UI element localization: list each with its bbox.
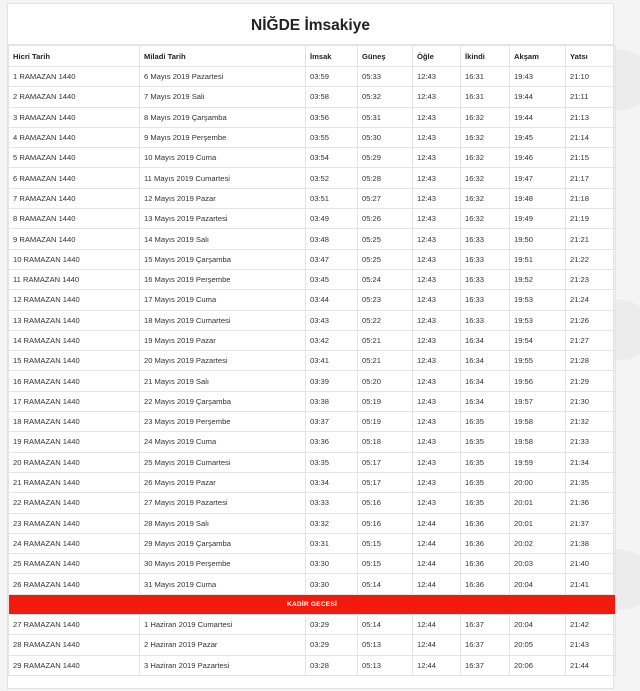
table-row (9, 67, 616, 87)
cell-hicri: 19 RAMAZAN 1440 (9, 432, 140, 452)
column-header-hicri: Hicri Tarih (9, 46, 140, 67)
cell-hicri: 27 RAMAZAN 1440 (9, 615, 140, 635)
kadir-gecesi-row (9, 594, 616, 614)
cell-aksam: 19:47 (510, 168, 566, 188)
cell-ogle: 12:43 (413, 269, 461, 289)
cell-hicri: 21 RAMAZAN 1440 (9, 472, 140, 492)
cell-hicri: 22 RAMAZAN 1440 (9, 493, 140, 513)
cell-ikindi: 16:32 (461, 148, 510, 168)
cell-miladi: 10 Mayıs 2019 Cuma (140, 148, 306, 168)
cell-miladi: 8 Mayıs 2019 Çarşamba (140, 107, 306, 127)
table-header-row (9, 46, 616, 67)
cell-aksam: 20:00 (510, 472, 566, 492)
cell-ogle: 12:43 (413, 87, 461, 107)
cell-ikindi: 16:33 (461, 269, 510, 289)
cell-aksam: 19:54 (510, 330, 566, 350)
cell-hicri: 15 RAMAZAN 1440 (9, 351, 140, 371)
cell-miladi: 21 Mayıs 2019 Salı (140, 371, 306, 391)
cell-gunes: 05:26 (358, 209, 413, 229)
cell-miladi: 1 Haziran 2019 Cumartesi (140, 615, 306, 635)
table-row (9, 574, 616, 594)
cell-ikindi: 16:36 (461, 574, 510, 594)
cell-yatsi: 21:28 (566, 351, 616, 371)
cell-imsak: 03:35 (306, 452, 358, 472)
imsakiye-card (7, 3, 614, 689)
cell-aksam: 19:53 (510, 310, 566, 330)
table-row (9, 432, 616, 452)
table-row (9, 351, 616, 371)
cell-aksam: 20:04 (510, 615, 566, 635)
cell-gunes: 05:15 (358, 533, 413, 553)
cell-ikindi: 16:36 (461, 533, 510, 553)
column-header-yatsi: Yatsı (566, 46, 616, 67)
column-header-aksam: Akşam (510, 46, 566, 67)
cell-miladi: 24 Mayıs 2019 Cuma (140, 432, 306, 452)
cell-ogle: 12:44 (413, 574, 461, 594)
cell-yatsi: 21:30 (566, 391, 616, 411)
cell-aksam: 19:58 (510, 432, 566, 452)
cell-ogle: 12:43 (413, 127, 461, 147)
cell-hicri: 10 RAMAZAN 1440 (9, 249, 140, 269)
cell-imsak: 03:30 (306, 574, 358, 594)
cell-hicri: 11 RAMAZAN 1440 (9, 269, 140, 289)
cell-yatsi: 21:15 (566, 148, 616, 168)
cell-gunes: 05:17 (358, 472, 413, 492)
cell-gunes: 05:18 (358, 432, 413, 452)
cell-ikindi: 16:36 (461, 554, 510, 574)
cell-aksam: 19:51 (510, 249, 566, 269)
table-row (9, 209, 616, 229)
cell-ikindi: 16:36 (461, 513, 510, 533)
cell-miladi: 15 Mayıs 2019 Çarşamba (140, 249, 306, 269)
table-row (9, 493, 616, 513)
cell-hicri: 28 RAMAZAN 1440 (9, 635, 140, 655)
table-row (9, 655, 616, 675)
table-row (9, 249, 616, 269)
cell-gunes: 05:21 (358, 351, 413, 371)
cell-hicri: 13 RAMAZAN 1440 (9, 310, 140, 330)
table-row (9, 168, 616, 188)
cell-ikindi: 16:35 (461, 452, 510, 472)
cell-miladi: 11 Mayıs 2019 Cumartesi (140, 168, 306, 188)
cell-imsak: 03:43 (306, 310, 358, 330)
cell-imsak: 03:49 (306, 209, 358, 229)
table-row (9, 330, 616, 350)
cell-gunes: 05:28 (358, 168, 413, 188)
cell-hicri: 25 RAMAZAN 1440 (9, 554, 140, 574)
cell-hicri: 4 RAMAZAN 1440 (9, 127, 140, 147)
cell-ogle: 12:43 (413, 229, 461, 249)
cell-imsak: 03:41 (306, 351, 358, 371)
cell-aksam: 19:48 (510, 188, 566, 208)
cell-gunes: 05:33 (358, 67, 413, 87)
cell-ikindi: 16:32 (461, 188, 510, 208)
cell-hicri: 12 RAMAZAN 1440 (9, 290, 140, 310)
table-row (9, 229, 616, 249)
cell-ogle: 12:43 (413, 391, 461, 411)
cell-gunes: 05:14 (358, 615, 413, 635)
cell-yatsi: 21:29 (566, 371, 616, 391)
cell-imsak: 03:28 (306, 655, 358, 675)
cell-imsak: 03:32 (306, 513, 358, 533)
cell-gunes: 05:25 (358, 229, 413, 249)
cell-miladi: 14 Mayıs 2019 Salı (140, 229, 306, 249)
cell-gunes: 05:25 (358, 249, 413, 269)
column-header-miladi: Miladi Tarih (140, 46, 306, 67)
cell-gunes: 05:21 (358, 330, 413, 350)
cell-imsak: 03:29 (306, 635, 358, 655)
cell-ogle: 12:44 (413, 554, 461, 574)
cell-hicri: 5 RAMAZAN 1440 (9, 148, 140, 168)
cell-imsak: 03:59 (306, 67, 358, 87)
cell-ikindi: 16:31 (461, 67, 510, 87)
cell-miladi: 16 Mayıs 2019 Perşembe (140, 269, 306, 289)
cell-miladi: 12 Mayıs 2019 Pazar (140, 188, 306, 208)
cell-ogle: 12:43 (413, 330, 461, 350)
cell-ikindi: 16:37 (461, 615, 510, 635)
cell-hicri: 6 RAMAZAN 1440 (9, 168, 140, 188)
cell-yatsi: 21:40 (566, 554, 616, 574)
cell-yatsi: 21:36 (566, 493, 616, 513)
imsakiye-table (8, 45, 616, 676)
cell-gunes: 05:14 (358, 574, 413, 594)
cell-aksam: 20:02 (510, 533, 566, 553)
cell-ikindi: 16:33 (461, 249, 510, 269)
cell-miladi: 20 Mayıs 2019 Pazartesi (140, 351, 306, 371)
cell-hicri: 29 RAMAZAN 1440 (9, 655, 140, 675)
cell-yatsi: 21:37 (566, 513, 616, 533)
cell-imsak: 03:29 (306, 615, 358, 635)
cell-gunes: 05:32 (358, 87, 413, 107)
cell-aksam: 20:03 (510, 554, 566, 574)
cell-imsak: 03:34 (306, 472, 358, 492)
cell-gunes: 05:27 (358, 188, 413, 208)
cell-aksam: 19:46 (510, 148, 566, 168)
cell-gunes: 05:16 (358, 493, 413, 513)
cell-ogle: 12:44 (413, 655, 461, 675)
cell-ikindi: 16:32 (461, 107, 510, 127)
cell-yatsi: 21:33 (566, 432, 616, 452)
cell-miladi: 7 Mayıs 2019 Salı (140, 87, 306, 107)
cell-gunes: 05:24 (358, 269, 413, 289)
cell-yatsi: 21:11 (566, 87, 616, 107)
cell-aksam: 19:55 (510, 351, 566, 371)
cell-ikindi: 16:35 (461, 432, 510, 452)
cell-yatsi: 21:26 (566, 310, 616, 330)
table-row (9, 452, 616, 472)
cell-miladi: 23 Mayıs 2019 Perşembe (140, 412, 306, 432)
cell-ogle: 12:44 (413, 513, 461, 533)
table-row (9, 635, 616, 655)
cell-yatsi: 21:24 (566, 290, 616, 310)
cell-gunes: 05:22 (358, 310, 413, 330)
cell-imsak: 03:44 (306, 290, 358, 310)
cell-imsak: 03:30 (306, 554, 358, 574)
cell-aksam: 20:01 (510, 513, 566, 533)
cell-ogle: 12:44 (413, 635, 461, 655)
table-row (9, 87, 616, 107)
cell-ikindi: 16:31 (461, 87, 510, 107)
cell-yatsi: 21:35 (566, 472, 616, 492)
cell-gunes: 05:13 (358, 635, 413, 655)
cell-gunes: 05:31 (358, 107, 413, 127)
cell-ogle: 12:43 (413, 188, 461, 208)
cell-hicri: 26 RAMAZAN 1440 (9, 574, 140, 594)
cell-miladi: 6 Mayıs 2019 Pazartesi (140, 67, 306, 87)
cell-hicri: 2 RAMAZAN 1440 (9, 87, 140, 107)
cell-ikindi: 16:35 (461, 472, 510, 492)
cell-imsak: 03:55 (306, 127, 358, 147)
cell-miladi: 25 Mayıs 2019 Cumartesi (140, 452, 306, 472)
cell-hicri: 23 RAMAZAN 1440 (9, 513, 140, 533)
cell-aksam: 20:05 (510, 635, 566, 655)
cell-aksam: 20:06 (510, 655, 566, 675)
table-row (9, 412, 616, 432)
cell-ikindi: 16:34 (461, 391, 510, 411)
cell-imsak: 03:51 (306, 188, 358, 208)
cell-ogle: 12:43 (413, 148, 461, 168)
cell-imsak: 03:39 (306, 371, 358, 391)
cell-yatsi: 21:41 (566, 574, 616, 594)
cell-ikindi: 16:35 (461, 412, 510, 432)
cell-aksam: 19:44 (510, 87, 566, 107)
cell-aksam: 19:52 (510, 269, 566, 289)
cell-yatsi: 21:18 (566, 188, 616, 208)
cell-imsak: 03:38 (306, 391, 358, 411)
cell-yatsi: 21:23 (566, 269, 616, 289)
cell-imsak: 03:37 (306, 412, 358, 432)
cell-ikindi: 16:35 (461, 493, 510, 513)
table-row (9, 554, 616, 574)
cell-ogle: 12:43 (413, 412, 461, 432)
cell-ikindi: 16:32 (461, 209, 510, 229)
table-row (9, 269, 616, 289)
cell-miladi: 17 Mayıs 2019 Cuma (140, 290, 306, 310)
cell-hicri: 7 RAMAZAN 1440 (9, 188, 140, 208)
cell-imsak: 03:33 (306, 493, 358, 513)
cell-aksam: 19:49 (510, 209, 566, 229)
cell-ogle: 12:43 (413, 371, 461, 391)
cell-ogle: 12:43 (413, 351, 461, 371)
cell-hicri: 14 RAMAZAN 1440 (9, 330, 140, 350)
table-row (9, 472, 616, 492)
cell-ikindi: 16:34 (461, 330, 510, 350)
cell-imsak: 03:31 (306, 533, 358, 553)
table-row (9, 127, 616, 147)
cell-gunes: 05:19 (358, 412, 413, 432)
cell-hicri: 9 RAMAZAN 1440 (9, 229, 140, 249)
table-row (9, 513, 616, 533)
cell-imsak: 03:52 (306, 168, 358, 188)
cell-yatsi: 21:42 (566, 615, 616, 635)
cell-yatsi: 21:14 (566, 127, 616, 147)
column-header-gunes: Güneş (358, 46, 413, 67)
cell-miladi: 2 Haziran 2019 Pazar (140, 635, 306, 655)
cell-ikindi: 16:33 (461, 310, 510, 330)
cell-ogle: 12:44 (413, 615, 461, 635)
table-row (9, 188, 616, 208)
cell-ogle: 12:44 (413, 533, 461, 553)
cell-ogle: 12:43 (413, 432, 461, 452)
cell-ikindi: 16:32 (461, 127, 510, 147)
cell-yatsi: 21:27 (566, 330, 616, 350)
cell-ikindi: 16:33 (461, 290, 510, 310)
cell-imsak: 03:56 (306, 107, 358, 127)
cell-aksam: 19:58 (510, 412, 566, 432)
cell-yatsi: 21:21 (566, 229, 616, 249)
cell-hicri: 18 RAMAZAN 1440 (9, 412, 140, 432)
cell-ogle: 12:43 (413, 310, 461, 330)
cell-ikindi: 16:33 (461, 229, 510, 249)
cell-miladi: 9 Mayıs 2019 Perşembe (140, 127, 306, 147)
cell-imsak: 03:45 (306, 269, 358, 289)
table-body (9, 67, 616, 676)
cell-miladi: 13 Mayıs 2019 Pazartesi (140, 209, 306, 229)
cell-yatsi: 21:19 (566, 209, 616, 229)
cell-yatsi: 21:34 (566, 452, 616, 472)
cell-ikindi: 16:32 (461, 168, 510, 188)
cell-hicri: 20 RAMAZAN 1440 (9, 452, 140, 472)
column-header-ogle: Öğle (413, 46, 461, 67)
cell-aksam: 19:53 (510, 290, 566, 310)
cell-imsak: 03:48 (306, 229, 358, 249)
cell-aksam: 20:04 (510, 574, 566, 594)
cell-hicri: 16 RAMAZAN 1440 (9, 371, 140, 391)
cell-ogle: 12:43 (413, 168, 461, 188)
cell-ogle: 12:43 (413, 452, 461, 472)
cell-hicri: 24 RAMAZAN 1440 (9, 533, 140, 553)
cell-hicri: 1 RAMAZAN 1440 (9, 67, 140, 87)
cell-gunes: 05:13 (358, 655, 413, 675)
cell-miladi: 26 Mayıs 2019 Pazar (140, 472, 306, 492)
cell-miladi: 27 Mayıs 2019 Pazartesi (140, 493, 306, 513)
cell-ikindi: 16:37 (461, 655, 510, 675)
cell-aksam: 19:44 (510, 107, 566, 127)
cell-ogle: 12:43 (413, 472, 461, 492)
cell-yatsi: 21:43 (566, 635, 616, 655)
page-title: NİĞDE İmsakiye (8, 4, 613, 45)
cell-aksam: 19:56 (510, 371, 566, 391)
cell-yatsi: 21:17 (566, 168, 616, 188)
table-row (9, 371, 616, 391)
cell-miladi: 18 Mayıs 2019 Cumartesi (140, 310, 306, 330)
cell-gunes: 05:16 (358, 513, 413, 533)
cell-gunes: 05:20 (358, 371, 413, 391)
cell-imsak: 03:42 (306, 330, 358, 350)
cell-ogle: 12:43 (413, 67, 461, 87)
cell-miladi: 22 Mayıs 2019 Çarşamba (140, 391, 306, 411)
cell-yatsi: 21:22 (566, 249, 616, 269)
cell-ogle: 12:43 (413, 493, 461, 513)
cell-ikindi: 16:34 (461, 371, 510, 391)
table-row (9, 310, 616, 330)
kadir-gecesi-label: KADİR GECESİ (9, 594, 616, 614)
cell-yatsi: 21:38 (566, 533, 616, 553)
cell-gunes: 05:23 (358, 290, 413, 310)
cell-gunes: 05:19 (358, 391, 413, 411)
cell-yatsi: 21:13 (566, 107, 616, 127)
cell-ogle: 12:43 (413, 209, 461, 229)
table-row (9, 615, 616, 635)
cell-gunes: 05:15 (358, 554, 413, 574)
cell-imsak: 03:54 (306, 148, 358, 168)
cell-aksam: 19:45 (510, 127, 566, 147)
cell-ikindi: 16:34 (461, 351, 510, 371)
cell-hicri: 3 RAMAZAN 1440 (9, 107, 140, 127)
table-row (9, 533, 616, 553)
cell-aksam: 19:50 (510, 229, 566, 249)
cell-imsak: 03:36 (306, 432, 358, 452)
cell-ikindi: 16:37 (461, 635, 510, 655)
table-row (9, 391, 616, 411)
cell-gunes: 05:29 (358, 148, 413, 168)
cell-miladi: 29 Mayıs 2019 Çarşamba (140, 533, 306, 553)
cell-hicri: 17 RAMAZAN 1440 (9, 391, 140, 411)
cell-ogle: 12:43 (413, 107, 461, 127)
cell-gunes: 05:30 (358, 127, 413, 147)
cell-aksam: 19:43 (510, 67, 566, 87)
cell-aksam: 20:01 (510, 493, 566, 513)
cell-miladi: 19 Mayıs 2019 Pazar (140, 330, 306, 350)
cell-ogle: 12:43 (413, 249, 461, 269)
cell-yatsi: 21:10 (566, 67, 616, 87)
cell-miladi: 31 Mayıs 2019 Cuma (140, 574, 306, 594)
column-header-imsak: İmsak (306, 46, 358, 67)
cell-yatsi: 21:44 (566, 655, 616, 675)
cell-imsak: 03:47 (306, 249, 358, 269)
table-row (9, 107, 616, 127)
cell-imsak: 03:58 (306, 87, 358, 107)
table-row (9, 290, 616, 310)
cell-ogle: 12:43 (413, 290, 461, 310)
cell-gunes: 05:17 (358, 452, 413, 472)
cell-aksam: 19:57 (510, 391, 566, 411)
cell-yatsi: 21:32 (566, 412, 616, 432)
table-row (9, 148, 616, 168)
cell-miladi: 30 Mayıs 2019 Perşembe (140, 554, 306, 574)
column-header-ikindi: İkindi (461, 46, 510, 67)
cell-miladi: 28 Mayıs 2019 Salı (140, 513, 306, 533)
cell-miladi: 3 Haziran 2019 Pazartesi (140, 655, 306, 675)
cell-aksam: 19:59 (510, 452, 566, 472)
cell-hicri: 8 RAMAZAN 1440 (9, 209, 140, 229)
